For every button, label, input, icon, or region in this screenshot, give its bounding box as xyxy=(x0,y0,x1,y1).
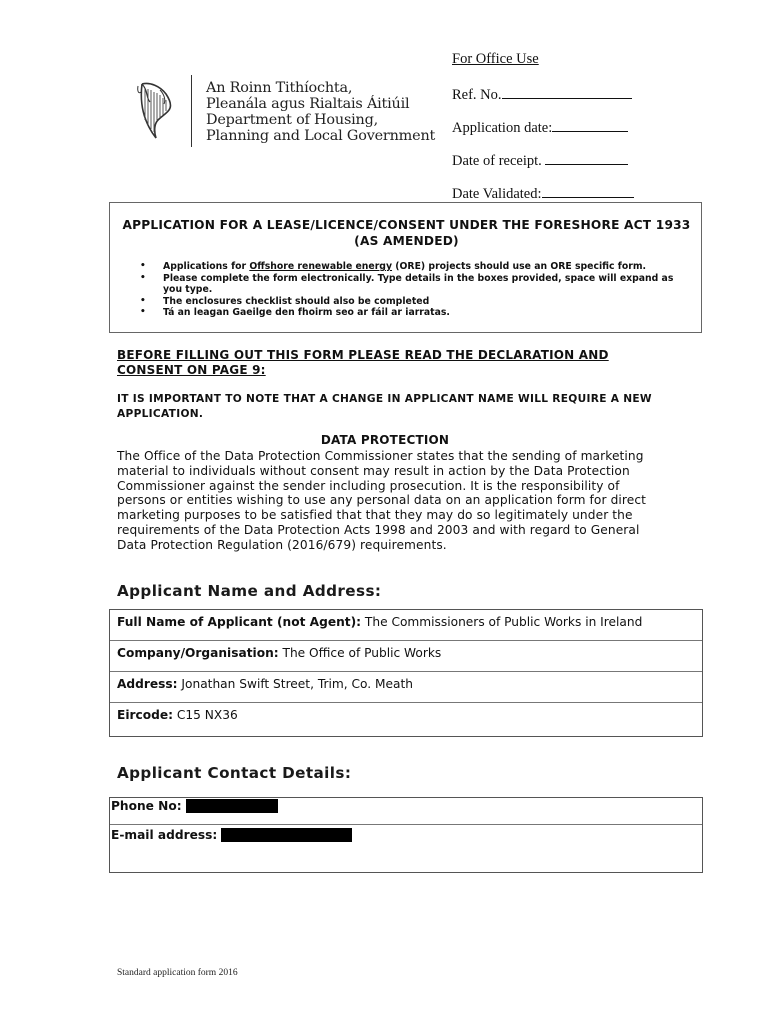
date-of-receipt-line xyxy=(545,151,628,165)
dept-line-2: Pleanála agus Rialtais Áitiúil xyxy=(206,96,410,112)
email-redaction xyxy=(221,828,352,842)
applicant-table xyxy=(109,609,703,737)
address-label: Address: xyxy=(117,677,178,691)
harp-logo-icon xyxy=(136,80,176,142)
department-name xyxy=(206,80,435,144)
date-validated-field xyxy=(452,184,634,203)
instruction-item: • Please complete the form electronically. Type details in the boxes provided, space will expand as you type. xyxy=(138,273,678,296)
address-value: Jonathan Swift Street, Trim, Co. Meath xyxy=(177,677,413,691)
instructions-list xyxy=(138,261,678,319)
date-of-receipt-label: Date of receipt. xyxy=(452,153,542,169)
eircode-value: C15 NX36 xyxy=(172,708,238,722)
dept-line-3: Department of Housing, xyxy=(206,112,378,128)
bullet1-pre: Applications for xyxy=(163,261,250,272)
instruction-item: • The enclosures checklist should also be completed xyxy=(138,296,678,308)
full-name-label: Full Name of Applicant (not Agent): xyxy=(117,615,362,629)
data-protection-body: The Office of the Data Protection Commissioner states that the sending of marketing material to individuals without consent may result in action by the Data Protection Commissioner against the sender including prosecution. It is the responsibility of persons or entities wishing to use any personal data on an application form for direct marketing purposes to be satisfied that that they may do so legitimately under the requirements of the Data Protection Acts 1998 and 2003 and with regard to General Data Protection Regulation (2016/679) requirements. xyxy=(117,449,647,552)
full-name-value: The Commissioners of Public Works in Ireland xyxy=(361,615,643,629)
eircode-label: Eircode: xyxy=(117,708,173,722)
ref-no-label: Ref. No. xyxy=(452,87,502,103)
application-date-field xyxy=(452,118,628,137)
application-date-label: Application date: xyxy=(452,120,553,136)
phone-row[interactable] xyxy=(110,798,702,825)
instruction-item xyxy=(138,261,678,273)
instruction-item: • Tá an leagan Gaeilge den fhoirm seo ar fáil ar iarratas. xyxy=(138,307,678,319)
date-validated-line xyxy=(542,184,634,198)
company-value: The Office of Public Works xyxy=(278,646,442,660)
ref-no-field xyxy=(452,85,632,104)
data-protection-title: DATA PROTECTION xyxy=(320,433,450,447)
important-notice: IT IS IMPORTANT TO NOTE THAT A CHANGE IN APPLICANT NAME WILL REQUIRE A NEW APPLICATION. xyxy=(117,393,652,420)
phone-redaction xyxy=(186,799,278,813)
email-label: E-mail address: xyxy=(111,828,218,842)
logo-divider xyxy=(191,75,192,147)
company-row[interactable] xyxy=(110,641,702,672)
full-name-row[interactable] xyxy=(110,610,702,641)
eircode-row[interactable] xyxy=(110,703,702,736)
bullet1-post: (ORE) projects should use an ORE specific form. xyxy=(392,261,647,272)
applicant-heading: Applicant Name and Address: xyxy=(117,582,382,600)
dept-line-4: Planning and Local Government xyxy=(206,128,436,144)
date-validated-label: Date Validated: xyxy=(452,186,542,202)
address-row[interactable] xyxy=(110,672,702,703)
phone-label: Phone No: xyxy=(111,799,182,813)
application-date-line xyxy=(552,118,628,132)
company-label: Company/Organisation: xyxy=(117,646,279,660)
contact-heading: Applicant Contact Details: xyxy=(117,764,352,782)
ore-link[interactable]: Offshore renewable energy xyxy=(249,261,393,272)
footer-note: Standard application form 2016 xyxy=(117,968,238,978)
dept-line-1: An Roinn Tithíochta, xyxy=(206,80,353,96)
ref-no-line xyxy=(502,85,632,99)
contact-table xyxy=(109,797,703,873)
form-title: APPLICATION FOR A LEASE/LICENCE/CONSENT UNDER THE FORESHORE ACT 1933 (AS AMENDED) xyxy=(122,218,691,248)
before-filling-notice: BEFORE FILLING OUT THIS FORM PLEASE READ THE DECLARATION AND CONSENT ON PAGE 9: xyxy=(117,348,609,377)
office-use-title: For Office Use xyxy=(452,51,539,67)
email-row[interactable] xyxy=(110,825,702,842)
date-of-receipt-field xyxy=(452,151,628,170)
